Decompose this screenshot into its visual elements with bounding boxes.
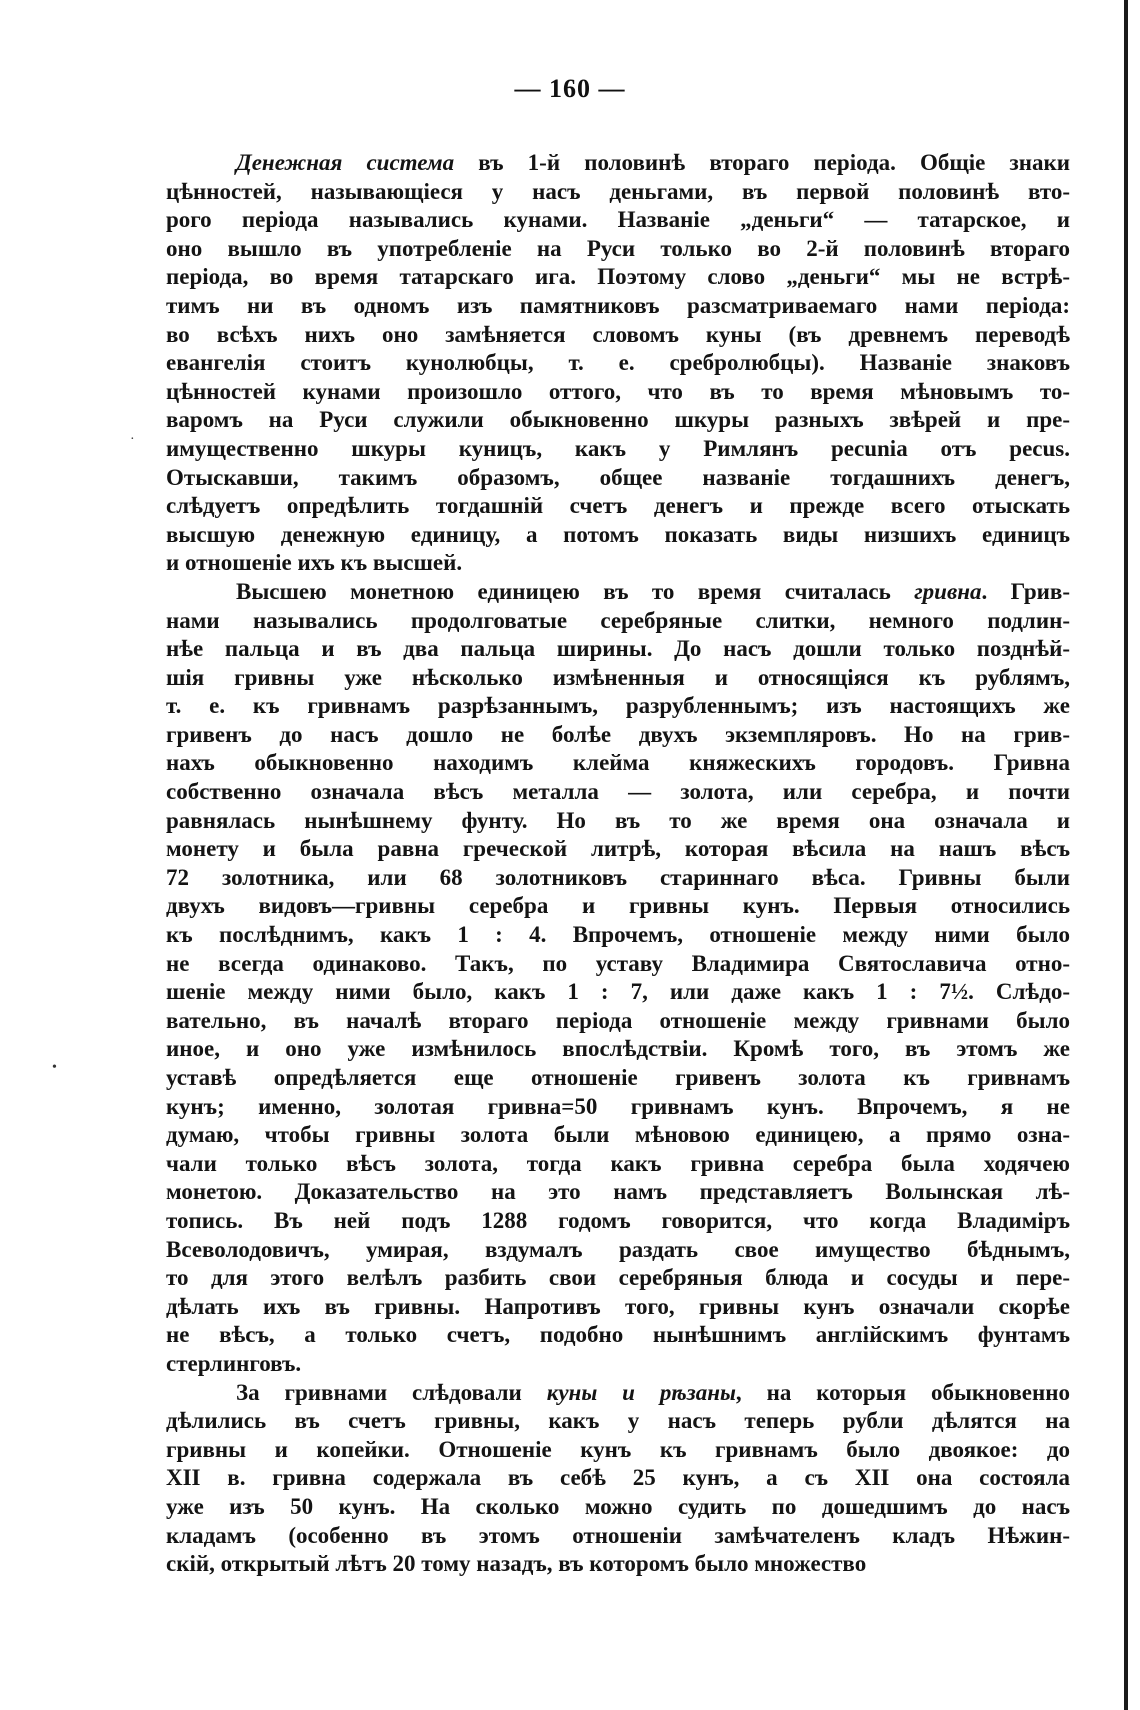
text-run: . Грив- bbox=[981, 578, 1070, 604]
text-line bbox=[166, 1436, 1070, 1465]
text-run: монету и была равна греческой литрѣ, которая вѣсила на нашъ вѣсъ bbox=[166, 836, 1070, 862]
text-line bbox=[166, 892, 1070, 921]
text-run: За гривнами слѣдовали bbox=[236, 1379, 547, 1405]
text-line bbox=[166, 1493, 1070, 1522]
text-line bbox=[166, 1007, 1070, 1036]
text-run: нахъ обыкновенно находимъ клейма княжескихъ городовъ. Гривна bbox=[166, 750, 1070, 776]
text-run: дѣлились въ счетъ гривны, какъ у насъ теперь рубли дѣлятся на bbox=[166, 1408, 1070, 1434]
text-line bbox=[166, 807, 1070, 836]
text-line bbox=[166, 149, 1070, 178]
text-run: чали только вѣсъ золота, тогда какъ гривна серебра была ходячею bbox=[166, 1150, 1070, 1176]
text-run: кладамъ (особенно въ этомъ отношеніи замѣчателенъ кладъ Нѣжин- bbox=[166, 1522, 1070, 1548]
text-run: иное, и оно уже измѣнилось впослѣдствіи. Кромѣ того, въ этомъ же bbox=[166, 1036, 1070, 1062]
text-line bbox=[166, 321, 1070, 350]
paragraph-1 bbox=[166, 149, 1070, 578]
text-line bbox=[166, 778, 1070, 807]
text-line bbox=[166, 864, 1070, 893]
text-run: къ послѣднимъ, какъ 1 : 4. Впрочемъ, отношеніе между ними было bbox=[166, 922, 1070, 948]
text-line bbox=[166, 1093, 1070, 1122]
text-run: уставѣ опредѣляется еще отношеніе гривенъ золота къ гривнамъ bbox=[166, 1065, 1070, 1090]
text-run: евангелія стоитъ кунолюбцы, т. е. сребролюбцы). Названіе знаковъ bbox=[166, 350, 1070, 376]
text-line bbox=[166, 1064, 1070, 1093]
margin-mark: • bbox=[52, 1060, 57, 1075]
text-line bbox=[166, 178, 1070, 207]
text-line bbox=[166, 1264, 1070, 1293]
text-line bbox=[166, 607, 1070, 636]
text-run: Отыскавши, такимъ образомъ, общее названіе тогдашнихъ денегъ, bbox=[166, 464, 1070, 490]
text-line bbox=[166, 1407, 1070, 1436]
text-run: топись. Въ ней подъ 1288 годомъ говорится, что когда Владиміръ bbox=[166, 1207, 1070, 1233]
text-line bbox=[166, 549, 1070, 578]
text-run: не вѣсъ, а только счетъ, подобно нынѣшнимъ англійскимъ фунтамъ bbox=[166, 1322, 1070, 1348]
text-run: двухъ видовъ—гривны серебра и гривны кунъ. Первыя относились bbox=[166, 893, 1070, 919]
text-run: цѣнностей кунами произошло оттого, что въ то время мѣновымъ то- bbox=[166, 378, 1070, 404]
text-line bbox=[166, 1236, 1070, 1265]
text-run: гривны и копейки. Отношеніе кунъ къ гривнамъ было двоякое: до bbox=[166, 1436, 1070, 1462]
text-run: шія гривны уже нѣсколько измѣненныя и относящіяся къ рублямъ, bbox=[166, 664, 1070, 690]
text-line bbox=[166, 492, 1070, 521]
text-line bbox=[166, 378, 1070, 407]
text-line bbox=[166, 749, 1070, 778]
text-run: имущественно шкуры куницъ, какъ у Римлянъ pecunia отъ pecus. bbox=[166, 435, 1070, 461]
text-run: т. е. къ гривнамъ разрѣзаннымъ, разрубленнымъ; изъ настоящихъ же bbox=[166, 693, 1070, 719]
text-line bbox=[166, 1035, 1070, 1064]
text-line bbox=[166, 921, 1070, 950]
text-line bbox=[166, 1350, 1070, 1379]
text-run: высшую денежную единицу, а потомъ показать виды низшихъ единицъ bbox=[166, 521, 1070, 547]
text-run: стерлинговъ. bbox=[166, 1350, 302, 1376]
text-run: XII в. гривна содержала въ себѣ 25 кунъ, а съ XII она состояла bbox=[166, 1465, 1070, 1491]
text-run: Всеволодовичъ, умирая, вздумалъ раздать свое имущество бѣднымъ, bbox=[166, 1236, 1070, 1262]
text-line bbox=[166, 978, 1070, 1007]
text-line bbox=[166, 950, 1070, 979]
emphasized-term: Денежная система bbox=[236, 150, 455, 175]
text-run: равнялась нынѣшнему фунту. Но въ то же время она означала и bbox=[166, 807, 1070, 833]
text-line bbox=[166, 1121, 1070, 1150]
text-run: , на которыя обыкновенно bbox=[735, 1379, 1070, 1405]
text-line bbox=[166, 435, 1070, 464]
text-run: цѣнностей, называющіеся у насъ деньгами, въ первой половинѣ вто- bbox=[166, 178, 1070, 204]
text-run: тимъ ни въ одномъ изъ памятниковъ разсматриваемаго нами періода: bbox=[166, 292, 1070, 318]
text-line bbox=[166, 692, 1070, 721]
text-run: рого періода назывались кунами. Названіе „деньги“ — татарское, и bbox=[166, 207, 1070, 233]
text-run: скій, открытый лѣтъ 20 тому назадъ, въ которомъ было множество bbox=[166, 1551, 867, 1577]
margin-mark: · bbox=[130, 432, 135, 447]
text-run: слѣдуетъ опредѣлить тогдашній счетъ денегъ и прежде всего отыскать bbox=[166, 493, 1070, 519]
text-line bbox=[166, 349, 1070, 378]
text-line bbox=[166, 1464, 1070, 1493]
text-line bbox=[166, 1550, 1070, 1579]
text-run: періода, во время татарскаго ига. Поэтому слово „деньги“ мы не встрѣ- bbox=[166, 264, 1070, 290]
text-run: нѣе пальца и въ два пальца ширины. До насъ дошли только позднѣй- bbox=[166, 636, 1070, 662]
page-number: — 160 — bbox=[514, 74, 626, 103]
text-run: варомъ на Руси служили обыкновенно шкуры разныхъ звѣрей и пре- bbox=[166, 407, 1070, 433]
text-run: Высшею монетною единицею въ то время считалась bbox=[236, 578, 915, 604]
text-run: то для этого велѣлъ разбить свои серебряныя блюда и сосуды и пере- bbox=[166, 1265, 1070, 1291]
text-line bbox=[166, 835, 1070, 864]
text-run: нами назывались продолговатые серебряные слитки, немного подлин- bbox=[166, 607, 1070, 633]
text-run: и отношеніе ихъ къ высшей. bbox=[166, 550, 463, 576]
text-run: думаю, чтобы гривны золота были мѣновою единицею, а прямо озна- bbox=[166, 1122, 1070, 1148]
text-line bbox=[166, 1321, 1070, 1350]
text-line bbox=[166, 1178, 1070, 1207]
text-run: оно вышло въ употребленіе на Руси только во 2-й половинѣ втораго bbox=[166, 235, 1070, 261]
page-edge-shadow bbox=[1124, 0, 1128, 1710]
text-run: уже изъ 50 кунъ. На сколько можно судить по дошедшимъ до насъ bbox=[166, 1493, 1070, 1519]
paragraph-3 bbox=[166, 1379, 1070, 1579]
body-text bbox=[166, 149, 1070, 1579]
paragraph-2 bbox=[166, 578, 1070, 1379]
text-line bbox=[166, 1293, 1070, 1322]
text-run: монетою. Доказательство на это намъ представляетъ Волынская лѣ- bbox=[166, 1179, 1070, 1205]
text-line bbox=[166, 721, 1070, 750]
text-line bbox=[166, 635, 1070, 664]
text-line bbox=[166, 578, 1070, 607]
text-run: не всегда одинаково. Такъ, по уставу Владимира Святославича отно- bbox=[166, 950, 1070, 976]
text-line bbox=[166, 1522, 1070, 1551]
text-line bbox=[166, 1379, 1070, 1408]
text-run: во всѣхъ нихъ оно замѣняется словомъ куны (въ древнемъ переводѣ bbox=[166, 321, 1070, 347]
text-run: гривенъ до насъ дошло не болѣе двухъ экземпляровъ. Но на грив- bbox=[166, 721, 1070, 747]
text-run: дѣлать ихъ въ гривны. Напротивъ того, гривны кунъ означали скорѣе bbox=[166, 1293, 1070, 1319]
text-line bbox=[166, 1207, 1070, 1236]
text-run: вательно, въ началѣ втораго періода отношеніе между гривнами было bbox=[166, 1007, 1070, 1033]
text-run: кунъ; именно, золотая гривна=50 гривнамъ кунъ. Впрочемъ, я не bbox=[166, 1093, 1070, 1119]
text-run: въ 1-й половинѣ втораго періода. Общіе знаки bbox=[454, 150, 1070, 175]
text-run: 72 золотника, или 68 золотниковъ стариннаго вѣса. Гривны были bbox=[166, 864, 1070, 890]
emphasized-term: гривна bbox=[914, 578, 982, 604]
text-line bbox=[166, 464, 1070, 493]
emphasized-term: куны и рѣзаны bbox=[546, 1379, 736, 1405]
text-run: собственно означала вѣсъ металла — золота, или серебра, и почти bbox=[166, 779, 1070, 805]
text-line bbox=[166, 521, 1070, 550]
text-line bbox=[166, 664, 1070, 693]
text-line bbox=[166, 1150, 1070, 1179]
text-line bbox=[166, 263, 1070, 292]
text-line bbox=[166, 235, 1070, 264]
text-line bbox=[166, 292, 1070, 321]
text-run: шеніе между ними было, какъ 1 : 7, или даже какъ 1 : 7½. Слѣдо- bbox=[166, 979, 1070, 1005]
text-line bbox=[166, 206, 1070, 235]
text-line bbox=[166, 406, 1070, 435]
